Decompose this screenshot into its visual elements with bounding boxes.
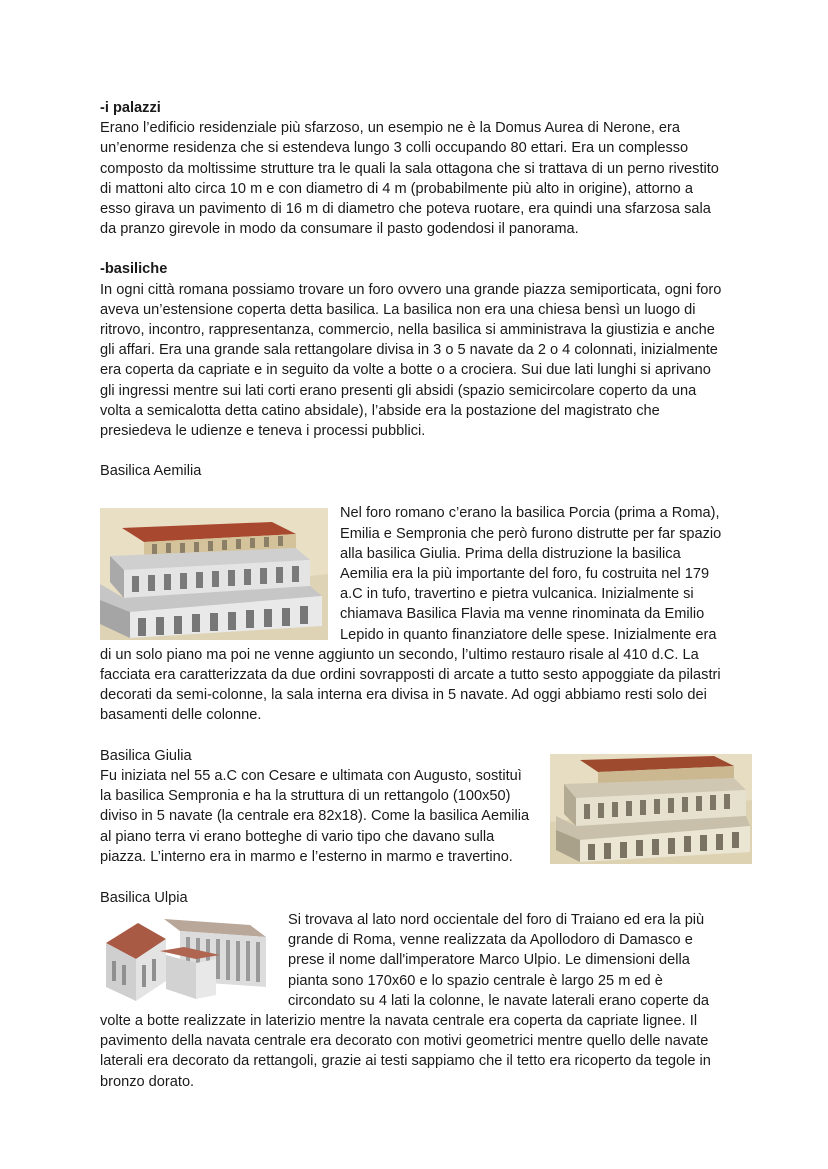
section-heading-basiliche: -basiliche xyxy=(100,261,168,278)
section-heading-palazzi: -i palazzi xyxy=(100,100,161,116)
paragraph-basilica-aemilia: Nel foro romano c’erano la basilica Porcia (prima a Roma), Emilia e Sempronia che però furono distrutte per far spazio alla basilica Giulia. Prima della distruzione la basilica Aemilia era la più importante del foro, fu costruita nel 179 a.C in tufo, travertino e pietra vulcanica. Inizialmente si chiamava Basilica Flavia ma venne rinominata da Emilio Lepido in quanto finanziatore delle spese. Inizialmente era di un solo piano ma poi ne venne aggiunto un secondo, l’ultimo restauro risale al 410 d.C. La facciata era caratterizzata da due ordini sovrapposti di arcate a tutto sesto appoggiate da pilastri decorati da semi-colonne, la sala interna era divisa in 5 navate. Ad oggi abbiamo resti solo dei basamenti delle colonne. xyxy=(100,505,722,724)
basilica-ulpia-image xyxy=(100,915,274,1005)
paragraph-palazzi: Erano l’edificio residenziale più sfarzoso, un esempio ne è la Domus Aurea di Nerone, era un’enorme residenza che si estendeva lungo 3 colli occupando 80 ettari. Era un complesso composto da moltissime strutture tra le quali la sala ottagona che si trattava di un perno rivestito di mattoni alto circa 10 m e con diametro di 4 m (probabilmente più alto in origine), attorno a esso girava un pavimento di 16 m di diametro che poteva ruotare, era quindi una sfarzosa sala da pranzo girevole in modo da consumare il pasto godendosi il panorama. xyxy=(100,120,719,238)
paragraph-basiliche: In ogni città romana possiamo trovare un foro ovvero una grande piazza semiporticata, ogni foro aveva un’estensione coperta detta basilica. La basilica non era una chiesa bensì un luogo di ritrovo, incontro, rappresentanza, commercio, nella basilica si amministrava la giustizia e anche gli affari. Era una grande sala rettangolare divisa in 3 o 5 navate da 2 o 4 colonnati, inizialmente era coperta da capriate e in seguito da volte a botte o a crociera. Sui due lati lunghi si aprivano gli ingressi mentre sui lati corti erano presenti gli absidi (spazio semicircolare coperto da una volta a semicalotta detta catino absidale), l’abside era la postazione del magistrato che presiedeva le udienze e teneva i processi pubblici. xyxy=(100,281,722,440)
subtitle-basilica-aemilia: Basilica Aemilia xyxy=(100,463,202,480)
basilica-giulia-image xyxy=(550,754,752,864)
paragraph-basilica-giulia: Fu iniziata nel 55 a.C con Cesare e ultimata con Augusto, sostituì la basilica Sempronia e ha la struttura di un rettangolo (100x50) diviso in 5 navate (la centrale era 82x18). Come la basilica Aemilia al piano terra vi erano botteghe di vario tipo che davano sulla piazza. L’interno era in marmo e l’esterno in marmo e travertino. xyxy=(100,767,530,865)
subtitle-basilica-ulpia: Basilica Ulpia xyxy=(100,889,188,906)
paragraph-basilica-ulpia: Si trovava al lato nord occientale del foro di Traiano ed era la più grande di Roma, venne realizzata da Apollodoro di Damasco e prese il nome dall'imperatore Marco Ulpio. Le dimensioni della pianta sono 170x60 e lo spazio centrale è largo 25 m ed è circondato su 4 lati la colonne, le navate laterali erano coperte da volte a botte realizzate in laterizio mentre la navata centrale era coperta da capriate lignee. Il pavimento della navata centrale era decorato con motivi geometrici mentre quello delle navate laterali era decorato da rettangoli, grazie ai testi sappiamo che il tetto era ricoperto da tegole in bronzo dorato. xyxy=(100,911,711,1090)
subtitle-basilica-giulia: Basilica Giulia xyxy=(100,747,192,764)
document-content xyxy=(100,98,726,1092)
basilica-aemilia-image xyxy=(100,508,328,640)
